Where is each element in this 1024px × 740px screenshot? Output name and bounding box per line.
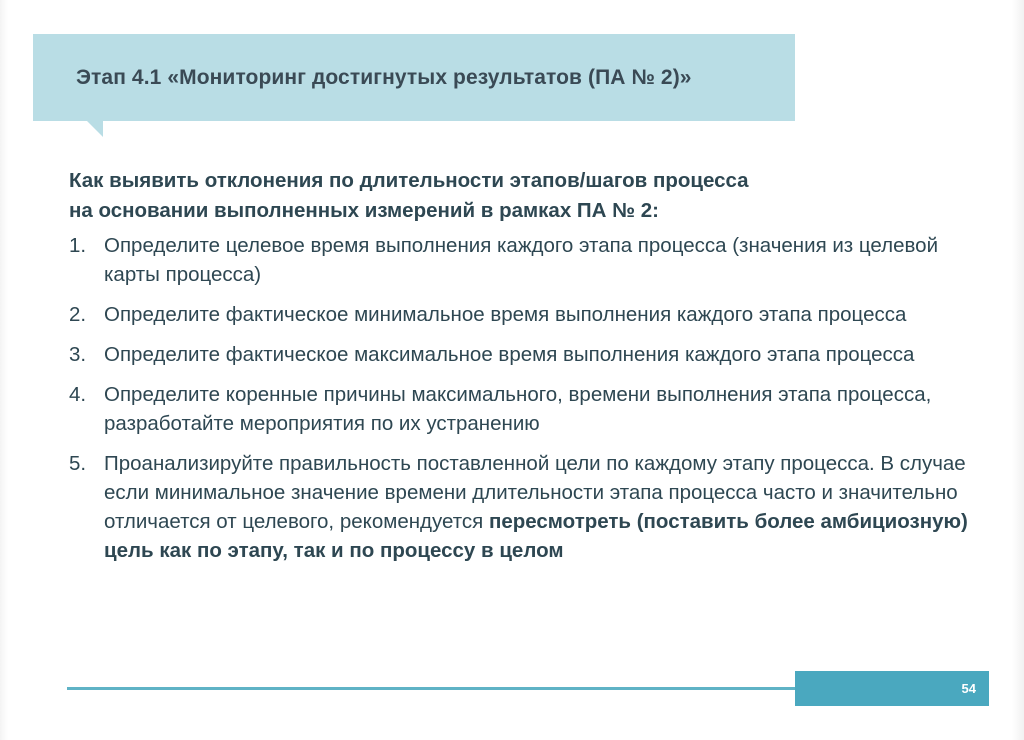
footer-divider <box>67 687 812 690</box>
slide-title: Этап 4.1 «Мониторинг достигнутых результатов (ПА № 2)» <box>76 65 692 89</box>
heading-line-2: на основании выполненных измерений в рамках ПА № 2: <box>69 199 659 222</box>
heading-line-1: Как выявить отклонения по длительности этапов/шагов процесса <box>69 169 749 192</box>
steps-list <box>69 231 969 565</box>
list-item <box>69 380 969 438</box>
page-number-box <box>795 671 989 706</box>
step-number: 1. <box>69 234 87 257</box>
step-number: 3. <box>69 343 87 366</box>
step-text <box>104 449 969 565</box>
step-text-regular: Проанализируйте правильность поставленной цели по каждому этапу процесса. В случае если минимальное значение времени длительности этапа процесса часто и значительно отличается от целевого, рекомендуется <box>104 452 966 533</box>
step-number: 2. <box>69 303 87 326</box>
section-heading <box>69 166 969 226</box>
step-text-bold: пересмотреть (поставить более амбициозную) цель как по этапу, так и по процессу в целом <box>104 510 968 562</box>
title-banner <box>33 34 795 121</box>
step-text: Определите фактическое минимальное время выполнения каждого этапа процесса <box>104 303 907 326</box>
list-item <box>69 300 969 329</box>
list-item <box>69 340 969 369</box>
slide-content <box>69 166 969 576</box>
step-number: 4. <box>69 383 87 406</box>
step-text: Определите целевое время выполнения каждого этапа процесса (значения из целевой карты процесса) <box>104 234 939 286</box>
step-text: Определите фактическое максимальное время выполнения каждого этапа процесса <box>104 343 915 366</box>
list-item <box>69 231 969 289</box>
step-number: 5. <box>69 452 87 475</box>
page-number: 54 <box>961 681 976 696</box>
step-text: Определите коренные причины максимального, времени выполнения этапа процесса, разработайте мероприятия по их устранению <box>104 383 932 435</box>
list-item <box>69 449 969 565</box>
